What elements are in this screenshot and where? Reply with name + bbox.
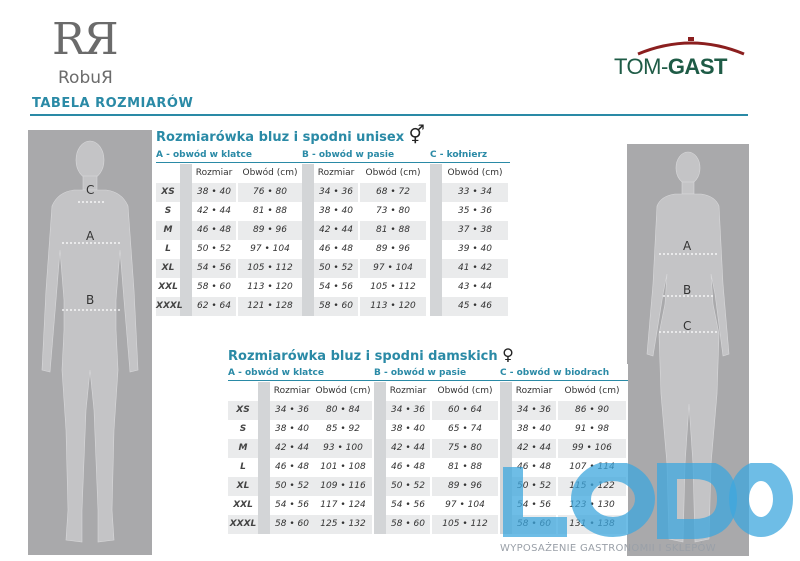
tomgast-suffix: GAST bbox=[667, 54, 727, 79]
unisex_table-table-row bbox=[156, 278, 510, 297]
unisex_table-cell-a1: 38 • 40 bbox=[192, 183, 236, 202]
women_table-subheader-cell: Rozmiar bbox=[273, 386, 311, 396]
unisex_table-cell-size: L bbox=[165, 244, 171, 254]
women_table-cell-c1: 42 • 44 bbox=[512, 439, 556, 458]
women_table-cell-c2: 123 • 130 bbox=[569, 500, 615, 510]
unisex_table-cell-c: 35 • 36 bbox=[458, 206, 492, 216]
unisex_table-cell-size: XXL bbox=[158, 282, 178, 292]
women_table-cell-size: S bbox=[239, 424, 247, 434]
women_table-cell-c2: 115 • 122 bbox=[558, 477, 626, 496]
women_table-cell-b1: 42 • 44 bbox=[386, 439, 430, 458]
unisex_table-subheader-cell: Rozmiar bbox=[195, 168, 233, 178]
women_table-cell-c1: 46 • 48 bbox=[517, 462, 551, 472]
unisex_table-cell-a1: 50 • 52 bbox=[197, 244, 231, 254]
unisex_table-cell-b1: 58 • 60 bbox=[314, 297, 358, 316]
unisex_table-cell-b1: 42 • 44 bbox=[314, 221, 358, 240]
unisex_table-subheader-cell: Obwód (cm) bbox=[242, 168, 298, 178]
women_table-table-row bbox=[228, 420, 628, 439]
unisex_table-cell-a2: 121 • 128 bbox=[238, 297, 302, 316]
women_table-cell-a2: 80 • 84 bbox=[314, 401, 372, 420]
women_table-cell-a1: 42 • 44 bbox=[270, 439, 314, 458]
women_table-cell-a1: 50 • 52 bbox=[270, 477, 314, 496]
unisex_table-cell-a1: 42 • 44 bbox=[197, 206, 231, 216]
unisex_table-cell-a2: 89 • 96 bbox=[238, 221, 302, 240]
unisex_table-cell-a2: 113 • 120 bbox=[247, 282, 293, 292]
title-divider bbox=[30, 114, 748, 116]
women_table-subheader-cell: Obwód (cm) bbox=[564, 386, 620, 396]
women_table-subheader-cell: Rozmiar bbox=[515, 386, 553, 396]
unisex_table-cell-b2: 97 • 104 bbox=[360, 259, 426, 278]
women_table-subheader-cell: Rozmiar bbox=[389, 386, 427, 396]
lodo-watermark-logo bbox=[495, 463, 795, 539]
unisex_table-subheader-row bbox=[156, 164, 510, 183]
women_table-cell-a1: 46 • 48 bbox=[275, 462, 309, 472]
unisex_table-cell-b1: 54 • 56 bbox=[319, 282, 353, 292]
women_table-cell-a2: 85 • 92 bbox=[326, 424, 360, 434]
women_table-cell-b2: 89 • 96 bbox=[432, 477, 498, 496]
unisex_table-cell-b2: 89 • 96 bbox=[376, 244, 410, 254]
women-table-title bbox=[228, 345, 514, 364]
unisex_table-cell-a1: 62 • 64 bbox=[192, 297, 236, 316]
tomgast-arc-icon bbox=[636, 36, 746, 56]
women_table-cell-c2: 99 • 106 bbox=[558, 439, 626, 458]
women_table-cell-c2: 131 • 138 bbox=[558, 515, 626, 534]
male-label-c: C bbox=[86, 183, 95, 197]
unisex_table-table-row bbox=[156, 259, 510, 278]
unisex_table-table-row bbox=[156, 183, 510, 202]
unisex_table-table-row bbox=[156, 202, 510, 221]
women_table-cell-b2: 81 • 88 bbox=[448, 462, 482, 472]
women_table-cell-a2: 93 • 100 bbox=[314, 439, 372, 458]
women_table-cell-size: XS bbox=[228, 401, 258, 420]
women_table-cell-b1: 34 • 36 bbox=[386, 401, 430, 420]
women_table-subheader-cell: Obwód (cm) bbox=[315, 386, 371, 396]
page-title: TABELA ROZMIARÓW bbox=[32, 96, 194, 111]
unisex_table-table-row bbox=[156, 240, 510, 259]
women_table-subheader-cell: Obwód (cm) bbox=[437, 386, 493, 396]
women_table-cell-c1: 50 • 52 bbox=[512, 477, 556, 496]
women_table-table-row bbox=[228, 401, 628, 420]
women_table-cell-a2: 117 • 124 bbox=[320, 500, 366, 510]
unisex_table-cell-a1: 46 • 48 bbox=[192, 221, 236, 240]
women_table-cell-a2: 101 • 108 bbox=[320, 462, 366, 472]
women_table-cell-b2: 75 • 80 bbox=[432, 439, 498, 458]
women_table-cell-b1: 50 • 52 bbox=[386, 477, 430, 496]
female-label-b: B bbox=[683, 283, 692, 297]
women_table-cell-b1: 58 • 60 bbox=[386, 515, 430, 534]
female-label-a: A bbox=[683, 239, 692, 253]
women_table-table-row bbox=[228, 439, 628, 458]
unisex_table-cell-size: S bbox=[164, 206, 172, 216]
women_table-cell-a1: 54 • 56 bbox=[275, 500, 309, 510]
women_table-cell-b1: 54 • 56 bbox=[391, 500, 425, 510]
unisex_table-cell-a2: 97 • 104 bbox=[250, 244, 290, 254]
unisex-title-text: Rozmiarówka bluz i spodni unisex bbox=[156, 130, 405, 145]
robur-logo-name: RobuЯ bbox=[58, 68, 113, 88]
unisex_table-cell-a1: 54 • 56 bbox=[192, 259, 236, 278]
unisex_table-cell-c: 45 • 46 bbox=[442, 297, 508, 316]
tomgast-prefix: TOM- bbox=[614, 54, 668, 79]
women_table-cell-size: XXXL bbox=[228, 515, 258, 534]
unisex_table-cell-b2: 81 • 88 bbox=[360, 221, 426, 240]
women_table-group-header: C - obwód w biodrach bbox=[500, 366, 628, 381]
women_table-cell-size: XXL bbox=[233, 500, 253, 510]
women-title-text: Rozmiarówka bluz i spodni damskich bbox=[228, 349, 498, 364]
male-silhouette-icon bbox=[28, 130, 152, 555]
women_table-cell-a2: 125 • 132 bbox=[314, 515, 372, 534]
women_table-group-header: B - obwód w pasie bbox=[374, 366, 500, 381]
unisex_table-group-header: B - obwód w pasie bbox=[302, 148, 430, 163]
unisex_table-cell-b1: 50 • 52 bbox=[314, 259, 358, 278]
unisex_table-cell-size: XS bbox=[156, 183, 180, 202]
unisex-table-title bbox=[156, 125, 425, 146]
women_table-cell-a1: 38 • 40 bbox=[275, 424, 309, 434]
women_table-group-header: A - obwód w klatce bbox=[228, 366, 374, 381]
unisex_table-cell-a2: 76 • 80 bbox=[238, 183, 302, 202]
women_table-cell-a1: 58 • 60 bbox=[270, 515, 314, 534]
robur-logo-mark: RЯ bbox=[52, 14, 117, 65]
unisex_table-cell-size: XXXL bbox=[156, 297, 180, 316]
male-figure-panel bbox=[28, 130, 152, 555]
unisex_table-cell-b1: 46 • 48 bbox=[319, 244, 353, 254]
women_table-cell-b2: 97 • 104 bbox=[445, 500, 485, 510]
unisex_table-cell-b2: 105 • 112 bbox=[370, 282, 416, 292]
unisex_table-table-row bbox=[156, 297, 510, 316]
unisex_table-subheader-cell: Obwód (cm) bbox=[365, 168, 421, 178]
women_table-subheader-row bbox=[228, 382, 628, 401]
unisex_table-cell-c: 39 • 40 bbox=[458, 244, 492, 254]
women_table-cell-size: M bbox=[228, 439, 258, 458]
women_table-cell-b2: 60 • 64 bbox=[432, 401, 498, 420]
female-label-c: C bbox=[683, 319, 692, 333]
unisex_table-cell-c: 43 • 44 bbox=[458, 282, 492, 292]
unisex_table-cell-b2: 68 • 72 bbox=[360, 183, 426, 202]
unisex_table-cell-a2: 81 • 88 bbox=[253, 206, 287, 216]
unisex_table-cell-c: 33 • 34 bbox=[442, 183, 508, 202]
unisex_table-table-row bbox=[156, 221, 510, 240]
unisex-symbol-icon: ⚥ bbox=[408, 125, 425, 146]
male-label-a: A bbox=[86, 229, 95, 243]
unisex_table-cell-size: M bbox=[156, 221, 180, 240]
unisex_table-subheader-cell: Obwód (cm) bbox=[447, 168, 503, 178]
unisex-size-table bbox=[156, 146, 510, 316]
unisex_table-cell-b1: 38 • 40 bbox=[319, 206, 353, 216]
unisex_table-cell-a1: 58 • 60 bbox=[197, 282, 231, 292]
women_table-cell-b2: 105 • 112 bbox=[432, 515, 498, 534]
women_table-cell-a1: 34 • 36 bbox=[270, 401, 314, 420]
women_table-cell-b1: 38 • 40 bbox=[391, 424, 425, 434]
unisex_table-cell-c: 37 • 38 bbox=[442, 221, 508, 240]
women-symbol-icon: ♀ bbox=[502, 345, 514, 364]
unisex_table-cell-a2: 105 • 112 bbox=[238, 259, 302, 278]
women_table-cell-c1: 58 • 60 bbox=[512, 515, 556, 534]
women_table-cell-c2: 107 • 114 bbox=[569, 462, 615, 472]
women_table-cell-c1: 34 • 36 bbox=[512, 401, 556, 420]
tomgast-logo bbox=[614, 54, 727, 80]
unisex_table-cell-b2: 73 • 80 bbox=[376, 206, 410, 216]
unisex_table-group-header: C - kołnierz bbox=[430, 148, 510, 163]
unisex_table-group-header: A - obwód w klatce bbox=[156, 148, 302, 163]
lodo-caption: WYPOSAŻENIE GASTRONOMII I SKLEPÓW bbox=[500, 543, 716, 554]
women_table-cell-c1: 38 • 40 bbox=[517, 424, 551, 434]
unisex_table-cell-c: 41 • 42 bbox=[442, 259, 508, 278]
women_table-cell-size: XL bbox=[228, 477, 258, 496]
women_table-cell-c2: 86 • 90 bbox=[558, 401, 626, 420]
women_table-cell-a2: 109 • 116 bbox=[314, 477, 372, 496]
women_table-cell-b2: 65 • 74 bbox=[448, 424, 482, 434]
unisex_table-cell-b2: 113 • 120 bbox=[360, 297, 426, 316]
women_table-cell-b1: 46 • 48 bbox=[391, 462, 425, 472]
women_table-cell-size: L bbox=[240, 462, 246, 472]
women_table-cell-c1: 54 • 56 bbox=[517, 500, 551, 510]
women_table-cell-c2: 91 • 98 bbox=[575, 424, 609, 434]
unisex_table-cell-size: XL bbox=[156, 259, 180, 278]
unisex_table-cell-b1: 34 • 36 bbox=[314, 183, 358, 202]
unisex_table-subheader-cell: Rozmiar bbox=[317, 168, 355, 178]
male-label-b: B bbox=[86, 293, 95, 307]
